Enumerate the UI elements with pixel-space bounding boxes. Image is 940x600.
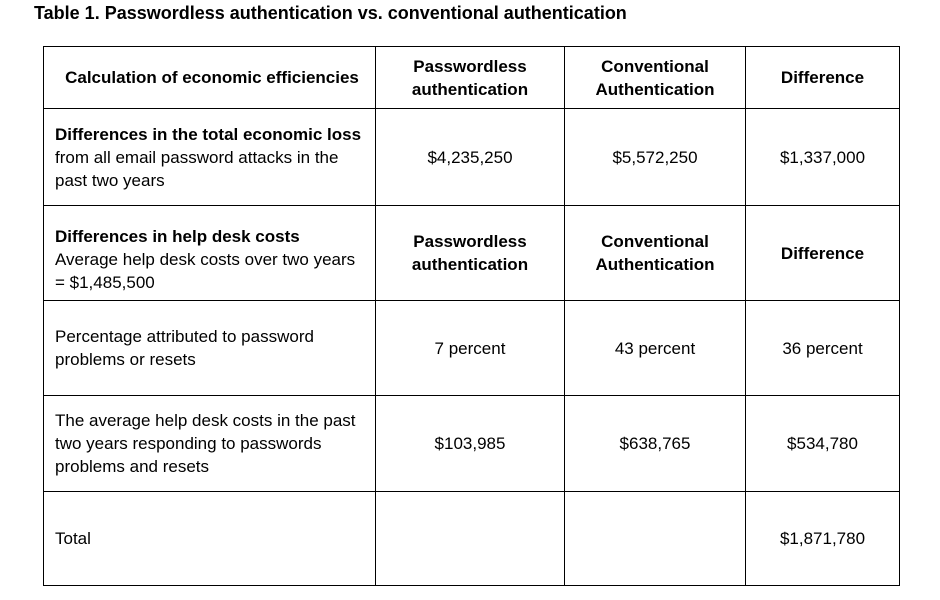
table-row: [44, 206, 900, 301]
cell-difference: $1,871,780: [746, 492, 900, 586]
table-row: [44, 492, 900, 586]
row-label-economic-loss: [44, 109, 376, 206]
cell-passwordless: [376, 492, 565, 586]
header-calculation: Calculation of economic efficiencies: [44, 47, 376, 109]
table-row: [44, 109, 900, 206]
cell-conventional: $5,572,250: [565, 109, 746, 206]
cell-passwordless: 7 percent: [376, 301, 565, 396]
row-label-help-desk: [44, 206, 376, 301]
row-label-average-costs: The average help desk costs in the past two years responding to passwords problems and resets: [44, 396, 376, 492]
subheader-difference: Difference: [746, 206, 900, 301]
row-label-bold: Differences in the total economic loss: [55, 124, 362, 144]
comparison-table: [43, 46, 900, 586]
row-label-total: Total: [44, 492, 376, 586]
cell-passwordless: $103,985: [376, 396, 565, 492]
table-row: [44, 396, 900, 492]
table-caption: Table 1. Passwordless authentication vs. conventional authentication: [34, 3, 627, 23]
table-header-row: [44, 47, 900, 109]
row-label-rest: Average help desk costs over two years = $1,485,500: [55, 249, 356, 292]
header-conventional: Conventional Authentication: [565, 47, 746, 109]
cell-conventional: $638,765: [565, 396, 746, 492]
row-label-percentage: Percentage attributed to password problems or resets: [44, 301, 376, 396]
subheader-conventional: Conventional Authentication: [565, 206, 746, 301]
header-passwordless: Passwordless authentication: [376, 47, 565, 109]
header-difference: Difference: [746, 47, 900, 109]
cell-difference: $534,780: [746, 396, 900, 492]
cell-passwordless: $4,235,250: [376, 109, 565, 206]
row-label-rest: from all email password attacks in the past two years: [55, 147, 339, 190]
cell-conventional: 43 percent: [565, 301, 746, 396]
row-label-bold: Differences in help desk costs: [55, 226, 300, 246]
cell-difference: $1,337,000: [746, 109, 900, 206]
subheader-passwordless: Passwordless authentication: [376, 206, 565, 301]
table-row: [44, 301, 900, 396]
cell-conventional: [565, 492, 746, 586]
cell-difference: 36 percent: [746, 301, 900, 396]
